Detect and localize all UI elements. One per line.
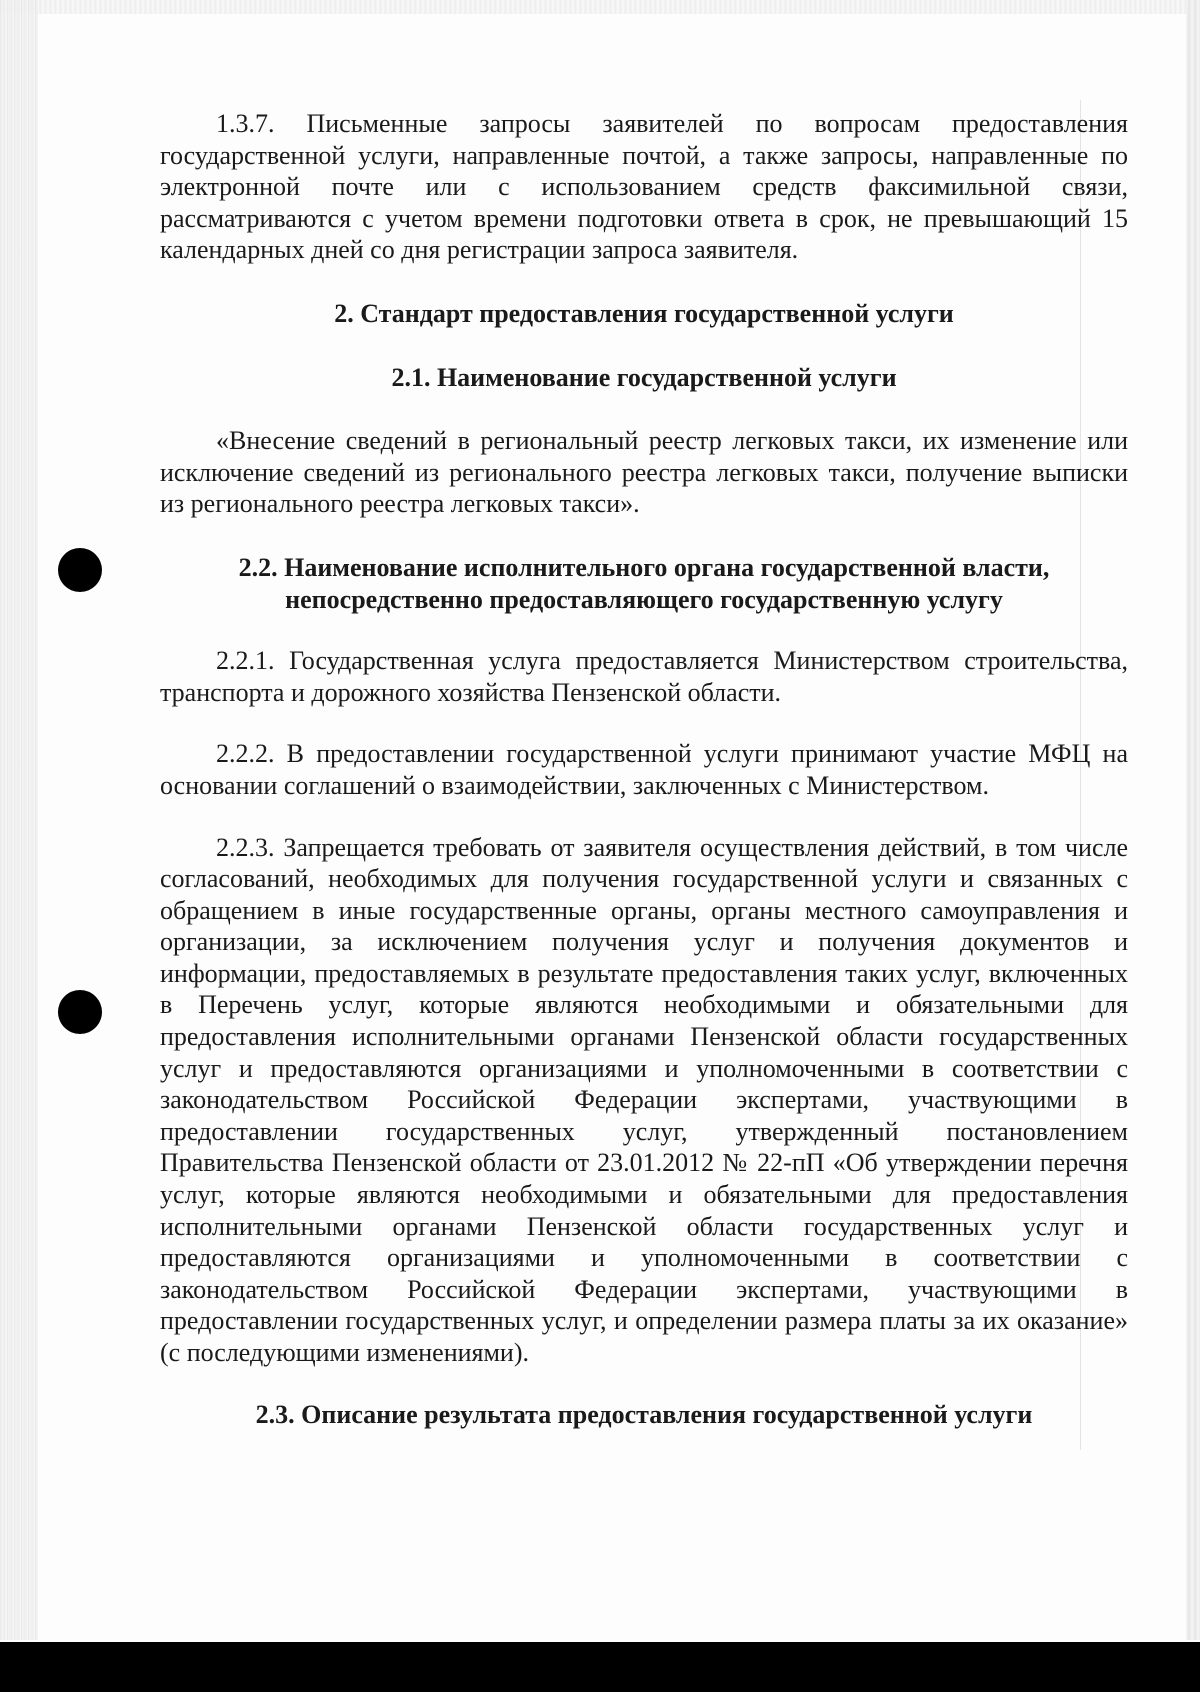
punch-hole xyxy=(58,548,102,592)
scan-artifact-top xyxy=(0,0,1200,14)
section-heading-2-2-line1: 2.2. Наименование исполнительного органа государственной власти, xyxy=(238,552,1050,582)
paragraph-2-1: «Внесение сведений в региональный реестр легковых такси, их изменение или исключение сведений из регионального реестра легковых такси, получение выписки из регионального реестра легковых такси». xyxy=(160,426,1128,519)
paragraph-2-2-1: 2.2.1. Государственная услуга предоставляется Министерством строительства, транспорта и дорожного хозяйства Пензенской области. xyxy=(160,646,1128,707)
paragraph-2-2-2: 2.2.2. В предоставлении государственной услуги принимают участие МФЦ на основании соглашений о взаимодействии, заключенных с Министерством. xyxy=(160,739,1128,800)
section-heading-2-3: 2.3. Описание результата предоставления государственной услуги xyxy=(255,1399,1033,1429)
section-heading-2-2-line2: непосредственно предоставляющего государственную услугу xyxy=(285,584,1003,614)
section-heading-2-1: 2.1. Наименование государственной услуги xyxy=(391,362,897,392)
scan-bottom-band xyxy=(0,1642,1200,1692)
scan-artifact-right xyxy=(1186,0,1200,1640)
scan-artifact-left xyxy=(0,0,38,1640)
punch-hole xyxy=(58,990,102,1034)
paragraph-1-3-7: 1.3.7. Письменные запросы заявителей по вопросам предоставления государственной услуги, направленные почтой, а также запросы, направленные по электронной почте или с использованием средств факсимильной связи, рассматриваются с учетом времени подготовки ответа в срок, не превышающий 15 календарных дней со дня регистрации запроса заявителя. xyxy=(160,109,1128,265)
document-body xyxy=(160,108,1128,1430)
section-heading-2: 2. Стандарт предоставления государственной услуги xyxy=(334,298,954,328)
section-heading-2-2 xyxy=(160,552,1128,615)
paragraph-2-2-3: 2.2.3. Запрещается требовать от заявителя осуществления действий, в том числе согласований, необходимых для получения государственной услуги и связанных с обращением в иные государственные органы, органы местного самоуправления и организации, за исключением получения услуг и получения документов и информации, предоставляемых в результате предоставления таких услуг, включенных в Перечень услуг, которые являются необходимыми и обязательными для предоставления исполнительными органами Пензенской области государственных услуг и предоставляются организациями и уполномоченными в соответствии с законодательством Российской Федерации экспертами, участвующими в предоставлении государственных услуг, утвержденный постановлением Правительства Пензенской области от 23.01.2012 № 22-пП «Об утверждении перечня услуг, которые являются необходимыми и обязательными для предоставления исполнительными органами Пензенской области государственных услуг и предоставляются организациями и уполномоченными в соответствии с законодательством Российской Федерации экспертами, участвующими в предоставлении государственных услуг, и определении размера платы за их оказание» (с последующими изменениями). xyxy=(160,832,1128,1367)
